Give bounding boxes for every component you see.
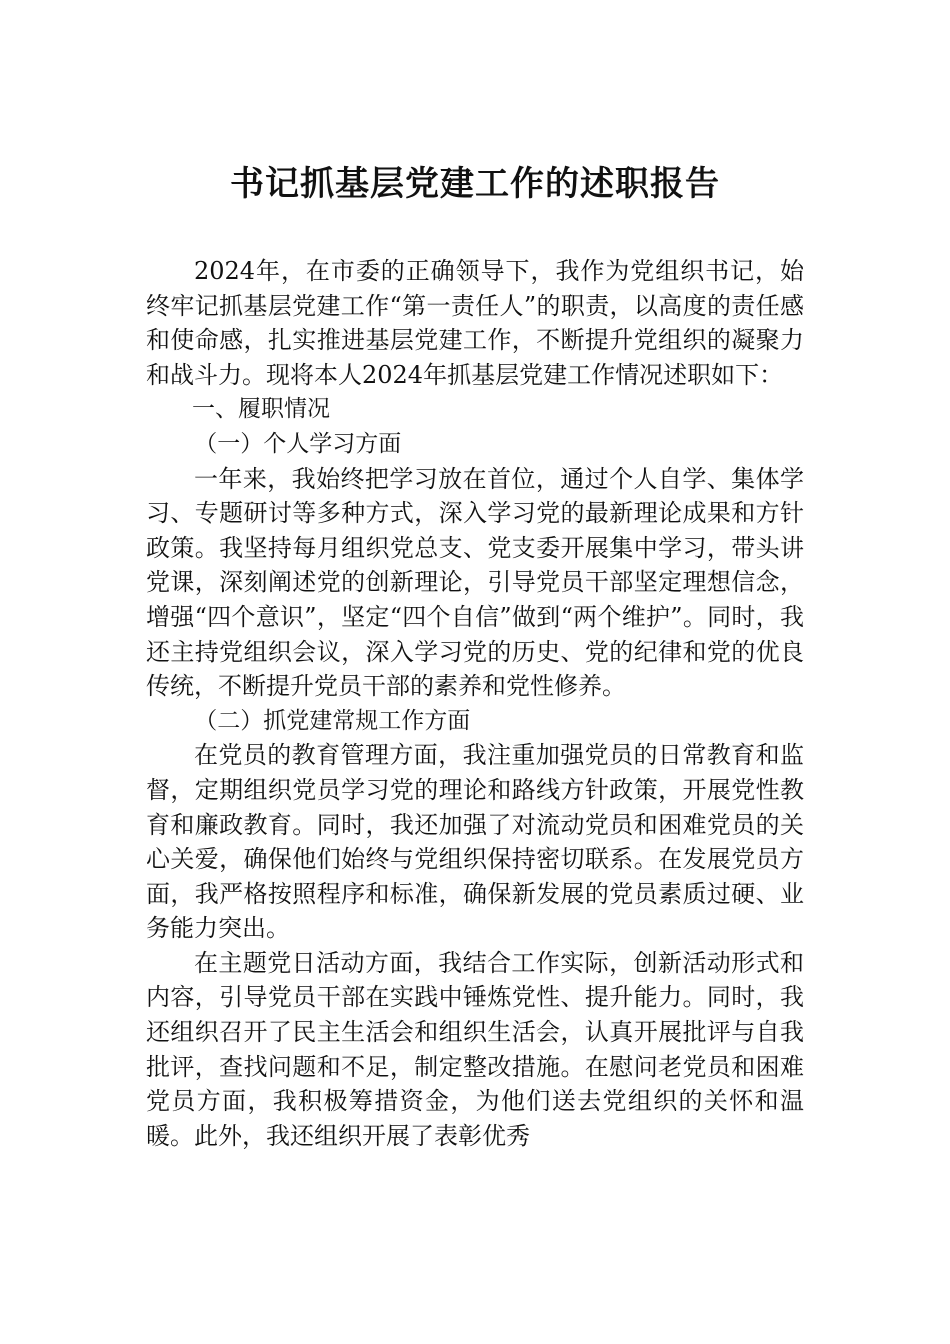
subsection-heading-personal-study: （一）个人学习方面 (194, 430, 402, 457)
document-title: 书记抓基层党建工作的述职报告 (230, 164, 720, 204)
section-heading-duties: 一、履职情况 (192, 396, 330, 423)
subsection-heading-routine-work: （二）抓党建常规工作方面 (194, 707, 471, 734)
document-body (146, 254, 804, 1153)
intro-paragraph: 2024年，在市委的正确领导下，我作为党组织书记，始终牢记抓基层党建工作“第一责任人”的职责，以高度的责任感和使命感，扎实推进基层党建工作，不断提升党组织的凝聚力和战斗力。现将本人2024年抓基层党建工作情况述职如下： (146, 257, 804, 389)
paragraph-theme-activities: 在主题党日活动方面，我结合工作实际，创新活动形式和内容，引导党员干部在实践中锤炼党性、提升能力。同时，我还组织召开了民主生活会和组织生活会，认真开展批评与自我批评，查找问题和不足，制定整改措施。在慰问老党员和困难党员方面，我积极筹措资金，为他们送去党组织的关怀和温暖。此外，我还组织开展了表彰优秀 (146, 948, 804, 1150)
paragraph-personal-study: 一年来，我始终把学习放在首位，通过个人自学、集体学习、专题研讨等多种方式，深入学习党的最新理论成果和方针政策。我坚持每月组织党总支、党支委开展集中学习，带头讲党课，深刻阐述党的创新理论，引导党员干部坚定理想信念，增强“四个意识”，坚定“四个自信”做到“两个维护”。同时，我还主持党组织会议，深入学习党的历史、党的纪律和党的优良传统，不断提升党员干部的素养和党性修养。 (146, 464, 804, 701)
paragraph-member-management: 在党员的教育管理方面，我注重加强党员的日常教育和监督，定期组织党员学习党的理论和路线方针政策，开展党性教育和廉政教育。同时，我还加强了对流动党员和困难党员的关心关爱，确保他们始终与党组织保持密切联系。在发展党员方面，我严格按照程序和标准，确保新发展的党员素质过硬、业务能力突出。 (146, 741, 804, 943)
